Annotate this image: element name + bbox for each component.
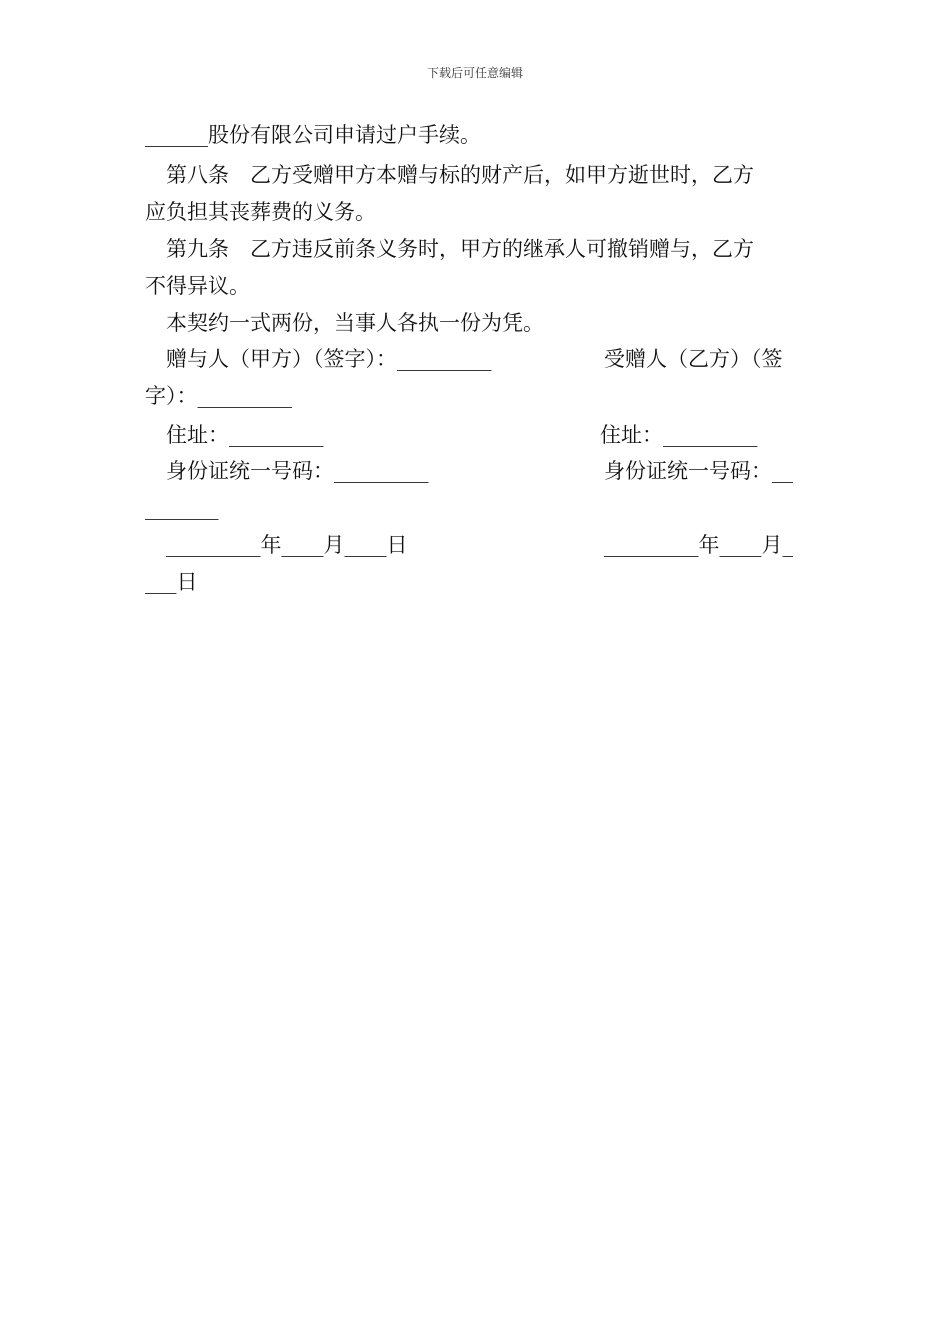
donor-date: _________年____月____日: [166, 533, 408, 557]
page-header: 下载后可任意编辑: [426, 66, 523, 80]
copies-clause: 本契约一式两份，当事人各执一份为凭。: [166, 311, 544, 335]
donee-date-line-1: _________年____月_: [604, 533, 793, 557]
article-9-line-1: 第九条 乙方违反前条义务时，甲方的继承人可撤销赠与，乙方: [166, 237, 754, 261]
donor-signature: 赠与人（甲方）（签字）：_________: [166, 347, 492, 371]
donee-signature-line-2: 字）：_________: [145, 384, 292, 408]
article-9-line-2: 不得异议。: [145, 274, 250, 298]
donee-id-number-line-2: _______: [145, 496, 219, 520]
donee-date-line-2: ___日: [145, 570, 198, 594]
donor-id-number: 身份证统一号码：_________: [166, 459, 429, 483]
donee-address: 住址：_________: [600, 423, 758, 447]
donor-address: 住址：_________: [166, 423, 324, 447]
transfer-line: ______股份有限公司申请过户手续。: [145, 123, 481, 147]
donee-signature-line-1: 受赠人（乙方）（签: [604, 347, 783, 371]
article-8-line-1: 第八条 乙方受赠甲方本赠与标的财产后，如甲方逝世时，乙方: [166, 163, 754, 187]
article-8-line-2: 应负担其丧葬费的义务。: [145, 200, 376, 224]
donee-id-number-line-1: 身份证统一号码：__: [604, 459, 793, 483]
